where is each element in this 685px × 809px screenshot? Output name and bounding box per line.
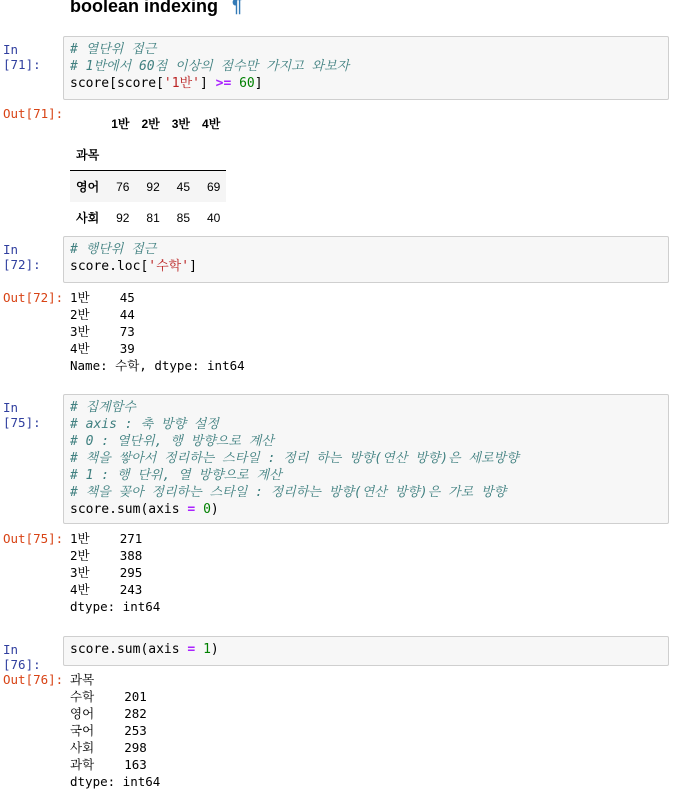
output-line: 4반 39 [70,341,135,356]
row-label: 사회 [76,211,100,225]
output-line: 사회 298 [70,740,147,755]
output-line: 과목 [70,672,95,687]
column-header: 3반 [171,117,191,131]
input-prompt-75: In [75]: [3,400,41,430]
code-comment: # 열단위 접근 [70,42,157,57]
code-comment: # 1 : 행 단위, 열 방향으로 계산 [70,468,282,483]
output-line: 영어 282 [70,706,147,721]
input-prompt-71: In [71]: [3,42,41,72]
output-prompt-75: Out[75]: [3,531,64,546]
code-cell-71[interactable] [63,36,669,100]
table-cell: 76 [116,179,130,194]
section-heading [70,0,242,17]
column-header: 2반 [141,117,160,131]
output-line: dtype: int64 [70,599,161,614]
table-cell: 81 [146,210,160,225]
anchor-link[interactable]: ¶ [232,0,243,16]
output-line: 4반 243 [70,582,143,597]
column-header: 1반 [111,117,130,131]
output-text-76 [70,671,160,790]
output-line: 1반 271 [70,531,143,546]
code-comment: # 1반에서 60점 이상의 점수만 가지고 와보자 [70,59,350,74]
heading-title: boolean indexing [70,0,219,16]
code-cell-75[interactable] [63,394,669,524]
dataframe-table [70,108,226,233]
output-line: 3반 73 [70,324,135,339]
output-line: 1반 45 [70,290,135,305]
code-line: score[score['1반'] >= 60] [70,76,263,91]
code-comment: # 행단위 접근 [70,242,157,257]
table-cell: 45 [176,179,191,194]
code-comment: # 집계함수 [70,400,136,415]
code-line: score.loc['수학'] [70,259,197,274]
column-header: 4반 [202,117,221,131]
output-prompt-76: Out[76]: [3,672,64,687]
code-comment: # 0 : 열단위, 행 방향으로 계산 [70,434,274,449]
code-cell-76[interactable] [63,636,669,666]
table-header-row [70,108,226,139]
table-cell: 85 [176,210,191,225]
output-line: dtype: int64 [70,774,161,789]
table-cell: 92 [146,179,160,194]
table-cell: 40 [206,210,221,225]
code-line: score.sum(axis = 1) [70,642,219,657]
output-prompt-71: Out[71]: [3,106,64,121]
code-comment: # axis : 축 방향 설정 [70,417,219,432]
output-line: 국어 253 [70,723,147,738]
output-line: 3반 295 [70,565,143,580]
output-text-72 [70,289,245,374]
table-cell: 69 [206,179,221,194]
input-prompt-76: In [76]: [3,642,41,672]
output-line: 2반 44 [70,307,135,322]
index-name-row [70,139,226,171]
code-line: score.sum(axis = 0) [70,502,219,517]
table-cell: 92 [116,210,130,225]
output-text-75 [70,530,160,615]
input-prompt-72: In [72]: [3,242,41,272]
code-cell-72[interactable] [63,236,669,283]
code-comment: # 책을 꽂아 정리하는 스타일 : 정리하는 방향(연산 방향)은 가로 방향 [70,485,507,500]
output-line: 2반 388 [70,548,143,563]
table-row [70,202,226,233]
table-row [70,171,226,203]
output-line: 과학 163 [70,757,147,772]
index-name: 과목 [76,148,100,162]
output-prompt-72: Out[72]: [3,290,64,305]
code-comment: # 책을 쌓아서 정리하는 스타일 : 정리 하는 방향(연산 방향)은 세로방향 [70,451,519,466]
output-line: 수학 201 [70,689,147,704]
output-line: Name: 수학, dtype: int64 [70,358,245,373]
row-label: 영어 [76,180,100,194]
